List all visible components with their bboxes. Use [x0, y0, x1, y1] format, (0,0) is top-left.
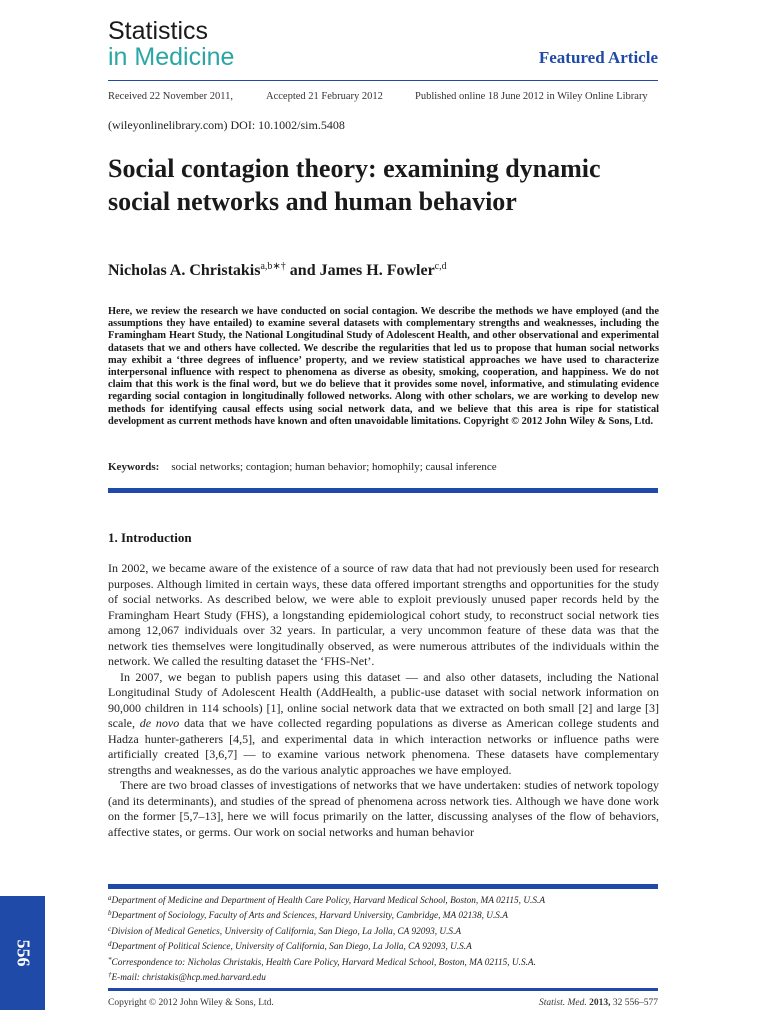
page-number: 556: [13, 939, 33, 967]
footnote-item: $^b$Department of Sociology, Faculty of Arts and Sciences, Harvard University, Cambridge, MA 02138, U.S.A: [108, 909, 508, 922]
paragraph: In 2002, we became aware of the existence of a source of raw data that had not previously been used for research purposes. Although limited in certain ways, these data offered important strengths and opportunities for the study of social networks. As described below, we were able to exploit previously unused paper records held by the Framingham Heart Study (FHS), a longstanding epidemiological cohort study, to reconstruct social network ties among 12,067 individuals over 32 years. In particular, a very uncommon feature of these data was that the network ties themselves were longitudinally observed, as were numerous attributes of the individuals within the network. We called the resulting dataset the ‘FHS-Net’.: [108, 561, 659, 668]
header-divider: [108, 80, 658, 81]
page-number-tab: [0, 896, 45, 1010]
body-text: [108, 561, 659, 840]
accepted-date: Accepted 21 February 2012: [266, 91, 383, 102]
footer-copyright: Copyright © 2012 John Wiley & Sons, Ltd.: [108, 998, 274, 1008]
footnote-item[interactable]: †E-mail: christakis@hcp.med.harvard.edu: [108, 971, 266, 984]
citation-pages: 32 556–577: [612, 998, 658, 1008]
footer-citation: [539, 998, 658, 1008]
received-date: Received 22 November 2011,: [108, 91, 233, 102]
footnote-item: *Correspondence to: Nicholas Christakis, Health Care Policy, Harvard Medical School, Boston, MA 02115, U.S.A.: [108, 955, 536, 968]
published-date: Published online 18 June 2012 in Wiley Online Library: [415, 91, 648, 102]
footnote-item: $^a$Department of Medicine and Department of Health Care Policy, Harvard Medical School, Boston, MA 02115, U.S.A: [108, 894, 546, 906]
journal-abbreviation: Statist. Med.: [538, 998, 587, 1008]
footnote-item: $^d$Department of Political Science, University of California, San Diego, La Jolla, CA 92093, U.S.A: [108, 940, 472, 953]
paragraph: There are two broad classes of investigations of networks that we have undertaken: studies of network topology (and its determinants), and studies of the spread of phenomena across network ties. Although we have done work on the former [5,7–13], here we will focus primarily on the latter, discussing analyses of the flow of behaviors, affective states, or germs. Our work on social networks and human behavior: [108, 778, 659, 839]
footer-divider-bar: [108, 988, 658, 991]
author-name: Nicholas A. Christakis: [108, 262, 261, 279]
citation-year: 2013,: [589, 998, 611, 1008]
article-type-label: Featured Article: [538, 48, 658, 67]
footnote-divider-bar: [108, 884, 658, 889]
section-heading: 1. Introduction: [108, 530, 192, 545]
footnotes: [108, 892, 659, 984]
author-name: James H. Fowler: [319, 262, 435, 279]
author-connector: and: [285, 262, 320, 279]
keywords: [108, 461, 497, 473]
journal-name-line2: in Medicine: [108, 43, 235, 71]
footnote-item: $^c$Division of Medical Genetics, University of California, San Diego, La Jolla, CA 92093, U.S.A: [108, 924, 462, 937]
author-affiliation-marker: a,b∗†: [260, 261, 286, 272]
abstract-divider-bar: [108, 488, 658, 493]
journal-name-line1: Statistics: [108, 17, 209, 45]
author-affiliation-marker: c,d: [434, 261, 447, 272]
paragraph-italic-text: de novo: [139, 716, 180, 730]
abstract: Here, we review the research we have conducted on social contagion. We describe the methods we have employed (and the assumptions they have entailed) to examine several datasets with complementary strengths and weaknesses, including the Framingham Heart Study, the National Longitudinal Study of Adolescent Health, and other observational and experimental datasets that we and others have collected. We describe the regularities that led us to propose that human social networks may exhibit a ‘three degrees of influence’ property, and we review statistical approaches we have used to characterize interpersonal influence with respect to phenomena as diverse as obesity, smoking, cooperation, and happiness. We do not claim that this work is the final word, but we do believe that it provides some novel, informative, and stimulating evidence regarding social contagion in longitudinally followed networks. Along with other scholars, we are working to develop new methods for identifying causal effects using social network data, and we believe that this area is ripe for statistical development as current methods have known and often unavoidable limitations. Copyright © 2012 John Wiley & Sons, Ltd.: [108, 306, 659, 427]
doi-line[interactable]: (wileyonlinelibrary.com) DOI: 10.1002/sim.5408: [108, 118, 345, 132]
keywords-value: social networks; contagion; human behavior; homophily; causal inference: [171, 461, 497, 473]
author-list: [108, 261, 447, 280]
paragraph-text: In 2007, we began to publish papers using this dataset — and also other datasets, including the National Longitudinal Study of Adolescent Health (AddHealth, a public-use dataset with social network information on 90,000 children in 114 schools) [1], online social network data that we extracted on both small [2] and large [3] scale,: [108, 669, 659, 730]
keywords-label: Keywords:: [108, 461, 160, 473]
paragraph: [108, 670, 659, 779]
journal-logo: [108, 18, 368, 70]
article-title: Social contagion theory: examining dynamic social networks and human behavior: [108, 154, 601, 216]
paragraph-text: data that we have collected regarding populations as diverse as American college students and Hadza hunter-gatherers [4,5], and experimental data in which interaction networks or influence paths were artificially created [3,6,7] — to examine various network phenomena. These datasets have complementary strengths and weaknesses, as do the various analytic approaches we have employed.: [108, 716, 660, 777]
